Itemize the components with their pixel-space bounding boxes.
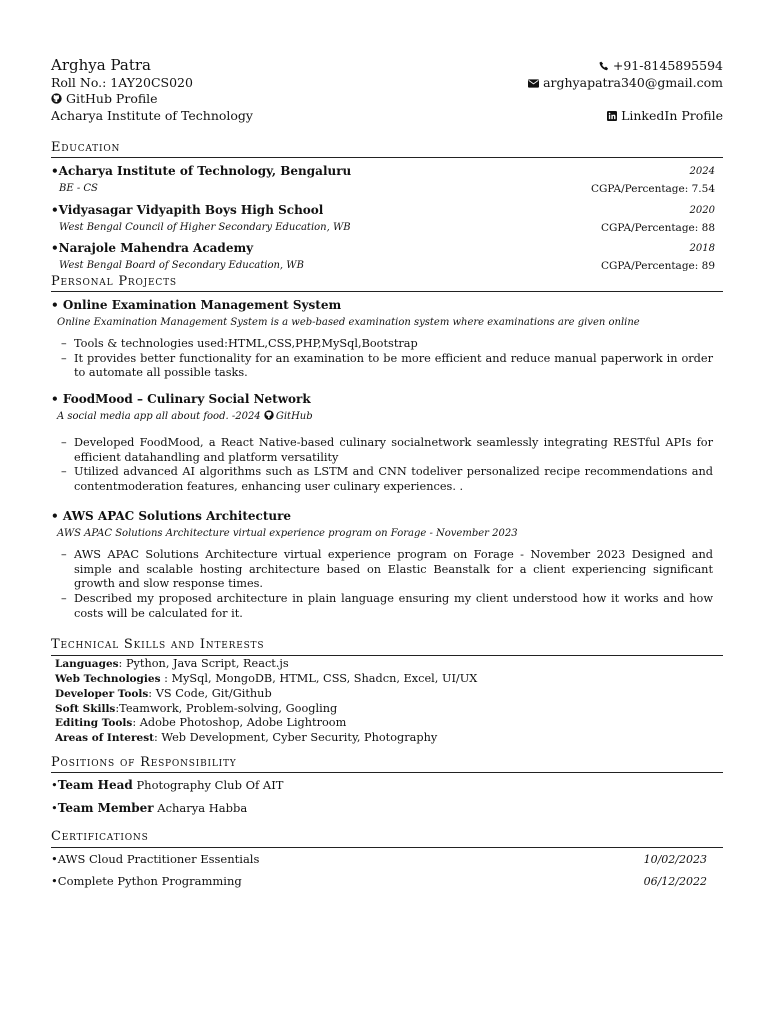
project-bullets <box>61 337 713 381</box>
envelope-icon <box>528 79 539 88</box>
certifications-heading: Certifications <box>51 829 149 844</box>
linkedin-icon <box>607 111 617 121</box>
github-label: GitHub Profile <box>66 91 158 106</box>
project-bullet: – It provides better functionality for an examination to be more efficient and reduce manual paperwork in order to automate all possible tasks. <box>61 352 713 381</box>
project-bullets <box>61 548 713 622</box>
school-score: CGPA/Percentage: 88 <box>601 222 715 234</box>
candidate-name: Arghya Patra <box>51 56 151 74</box>
github-icon <box>51 93 62 104</box>
project-bullets <box>61 436 713 495</box>
projects-heading: Personal Projects <box>51 274 177 289</box>
certification-name: •AWS Cloud Practitioner Essentials <box>51 852 260 866</box>
school-name: •Acharya Institute of Technology, Bengaluru <box>51 164 352 178</box>
certification-date: 10/02/2023 <box>643 853 707 866</box>
school-score: CGPA/Percentage: 7.54 <box>591 183 715 195</box>
project-title: • AWS APAC Solutions Architecture <box>51 509 292 523</box>
phone-icon <box>599 61 609 71</box>
position-item: •Team Head Photography Club Of AIT <box>51 778 284 792</box>
section-divider <box>51 291 723 292</box>
certification-date: 06/12/2022 <box>643 875 707 888</box>
github-icon <box>264 410 274 420</box>
institute-name: Acharya Institute of Technology <box>51 108 253 123</box>
email[interactable] <box>528 75 723 90</box>
school-year: 2020 <box>689 205 715 216</box>
school-name: •Vidyasagar Vidyapith Boys High School <box>51 203 324 217</box>
project-bullet: – Described my proposed architecture in plain language ensuring my client understood how it works and how costs will be calculated for it. <box>61 592 713 621</box>
school-name: •Narajole Mahendra Academy <box>51 241 254 255</box>
email-address: arghyapatra340@gmail.com <box>543 75 723 90</box>
project-bullet: – Utilized advanced AI algorithms such as LSTM and CNN todeliver personalized recipe recommendations and contentmoderation features, enhancing user culinary experiences. . <box>61 465 713 494</box>
school-score: CGPA/Percentage: 89 <box>601 260 715 272</box>
positions-heading: Positions of Responsibility <box>51 755 237 770</box>
project-description: AWS APAC Solutions Architecture virtual experience program on Forage - November 2023 <box>57 528 518 539</box>
skill-row: Editing Tools: Adobe Photoshop, Adobe Lightroom <box>55 716 347 729</box>
project-bullet: – AWS APAC Solutions Architecture virtual experience program on Forage - November 2023 Designed and simple and scalable hosting architecture based on Elastic Beanstalk for a client experiencing significant growth and slow response times. <box>61 548 713 592</box>
section-divider <box>51 847 723 848</box>
section-divider <box>51 772 723 773</box>
education-heading: Education <box>51 140 121 155</box>
certification-name: •Complete Python Programming <box>51 874 242 888</box>
project-description: Online Examination Management System is a web-based examination system where examinations are given online <box>57 317 640 328</box>
project-github-link[interactable]: GitHub <box>275 411 313 422</box>
phone-number: +91-8145895594 <box>612 58 723 73</box>
skill-row: Developer Tools: VS Code, Git/Github <box>55 687 272 700</box>
phone[interactable] <box>599 58 723 73</box>
section-divider <box>51 655 723 656</box>
section-divider <box>51 157 723 158</box>
project-description: A social media app all about food. -2024 GitHub <box>57 411 313 422</box>
position-item: •Team Member Acharya Habba <box>51 801 248 815</box>
school-detail: West Bengal Council of Higher Secondary Education, WB <box>59 222 351 233</box>
project-bullet: – Tools & technologies used:HTML,CSS,PHP,MySql,Bootstrap <box>61 337 713 352</box>
roll-number: Roll No.: 1AY20CS020 <box>51 75 193 90</box>
github-link[interactable] <box>51 91 158 106</box>
skills-heading: Technical Skills and Interests <box>51 637 265 652</box>
project-title: • FoodMood – Culinary Social Network <box>51 392 311 406</box>
skill-row: Web Technologies : MySql, MongoDB, HTML, CSS, Shadcn, Excel, UI/UX <box>55 672 478 685</box>
skill-row: Areas of Interest: Web Development, Cyber Security, Photography <box>55 731 438 744</box>
skill-row: Soft Skills:Teamwork, Problem-solving, Googling <box>55 702 338 715</box>
school-detail: West Bengal Board of Secondary Education, WB <box>59 260 304 271</box>
school-detail: BE - CS <box>59 183 98 194</box>
project-title: • Online Examination Management System <box>51 298 342 312</box>
school-year: 2018 <box>689 243 715 254</box>
skill-row: Languages: Python, Java Script, React.js <box>55 657 289 670</box>
project-bullet: – Developed FoodMood, a React Native-based culinary socialnetwork seamlessly integrating RESTful APIs for efficient datahandling and platform versatility <box>61 436 713 465</box>
linkedin-label: LinkedIn Profile <box>621 108 723 123</box>
linkedin-link[interactable] <box>607 108 723 123</box>
school-year: 2024 <box>689 166 715 177</box>
